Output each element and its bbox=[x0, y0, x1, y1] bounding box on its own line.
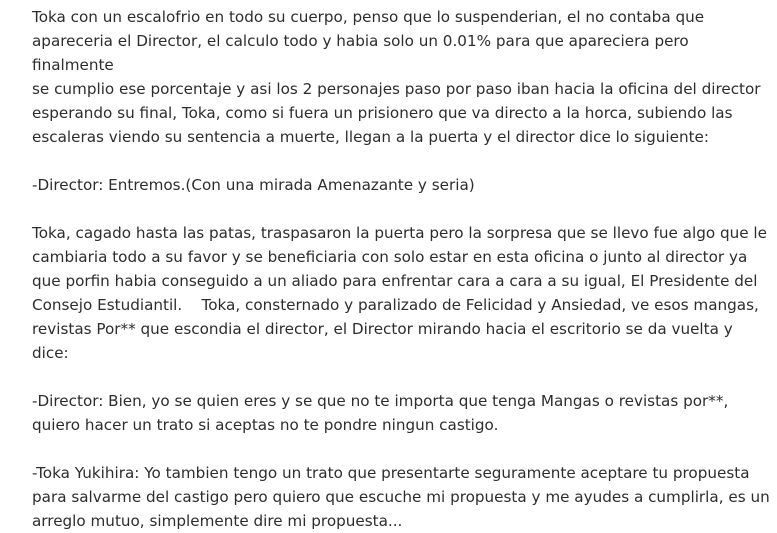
story-text bbox=[32, 5, 772, 533]
text-line: que porfin habia conseguido a un aliado para enfrentar cara a cara a su igual, El Presidente del bbox=[32, 272, 758, 290]
text-line: Toka con un escalofrio en todo su cuerpo, penso que lo suspenderian, el no contaba que bbox=[32, 8, 705, 26]
text-line: cambiaria todo a su favor y se beneficiaria con solo estar en esta oficina o junto al director ya bbox=[32, 248, 748, 266]
text-line: arreglo mutuo, simplemente dire mi propuesta... bbox=[32, 512, 403, 530]
paragraph-spacer bbox=[32, 149, 772, 173]
paragraph-dialogue-director-2 bbox=[32, 389, 772, 437]
paragraph-narration-1 bbox=[32, 5, 772, 149]
text-line: -Director: Entremos.(Con una mirada Amenazante y seria) bbox=[32, 176, 475, 194]
text-line: Consejo Estudiantil. Toka, consternado y paralizado de Felicidad y Ansiedad, ve esos mangas, bbox=[32, 296, 759, 314]
text-line: se cumplio ese porcentaje y asi los 2 personajes paso por paso iban hacia la oficina del director bbox=[32, 80, 761, 98]
paragraph-dialogue-toka bbox=[32, 461, 772, 533]
paragraph-narration-2 bbox=[32, 221, 772, 365]
paragraph-spacer bbox=[32, 197, 772, 221]
text-line: Toka, cagado hasta las patas, traspasaron la puerta pero la sorpresa que se llevo fue algo que le bbox=[32, 224, 767, 242]
paragraph-spacer bbox=[32, 365, 772, 389]
text-line: para salvarme del castigo pero quiero que escuche mi propuesta y me ayudes a cumplirla, es un bbox=[32, 488, 770, 506]
paragraph-spacer bbox=[32, 437, 772, 461]
text-line: esperando su final, Toka, como si fuera un prisionero que va directo a la horca, subiendo las bbox=[32, 104, 733, 122]
text-line: quiero hacer un trato si aceptas no te pondre ningun castigo. bbox=[32, 416, 499, 434]
text-line: -Toka Yukihira: Yo tambien tengo un trato que presentarte seguramente aceptare tu propuesta bbox=[32, 464, 750, 482]
text-line: -Director: Bien, yo se quien eres y se que no te importa que tenga Mangas o revistas por**, bbox=[32, 392, 729, 410]
text-line: revistas Por** que escondia el director, el Director mirando hacia el escritorio se da vuelta y dice: bbox=[32, 320, 738, 362]
text-line: escaleras viendo su sentencia a muerte, llegan a la puerta y el director dice lo siguiente: bbox=[32, 128, 710, 146]
text-line: apareceria el Director, el calculo todo y habia solo un 0.01% para que apareciera pero finalmente bbox=[32, 32, 694, 74]
paragraph-dialogue-director-1 bbox=[32, 173, 772, 197]
